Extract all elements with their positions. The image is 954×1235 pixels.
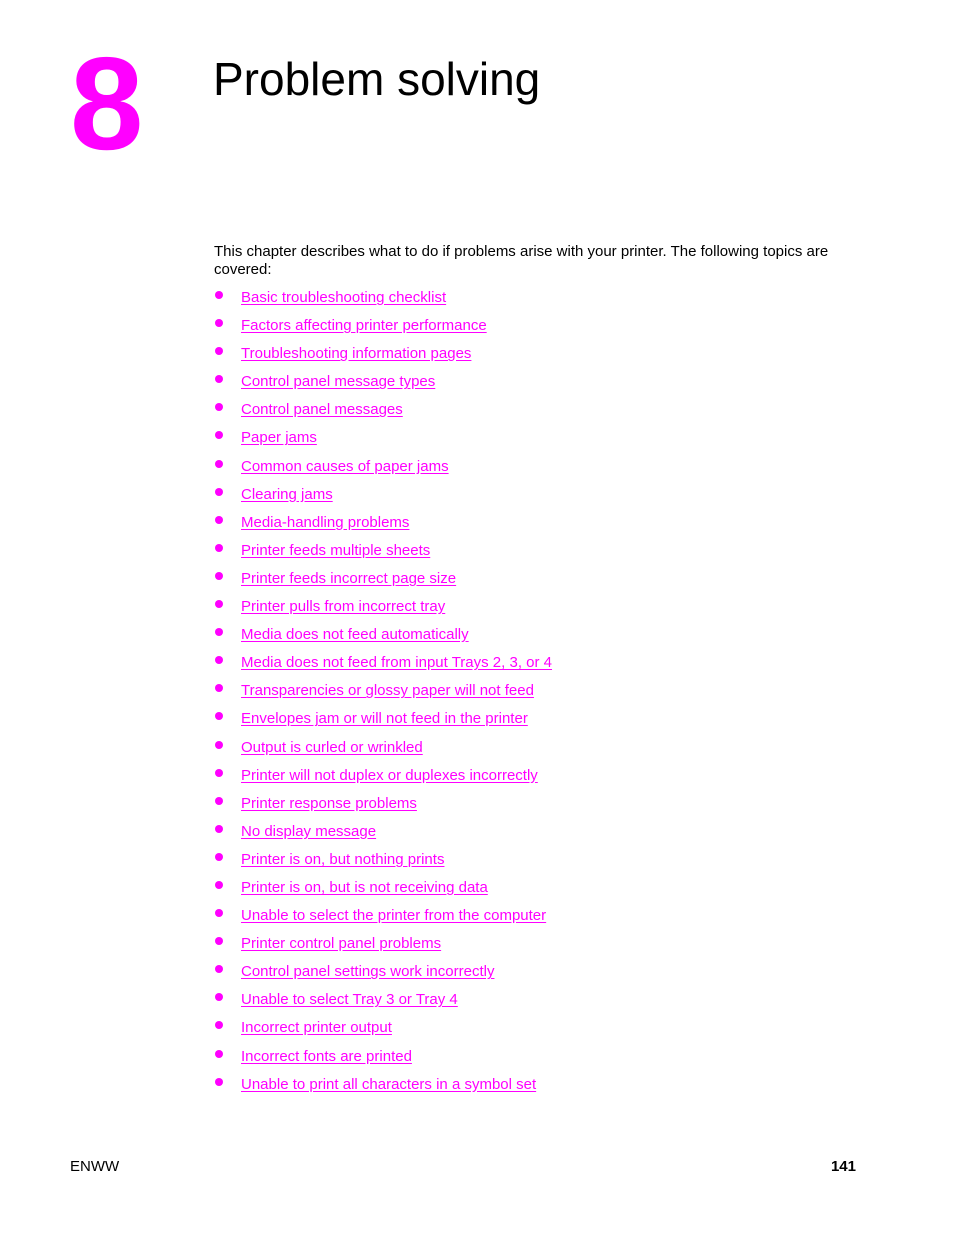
list-item [214,738,552,766]
list-item [214,1075,552,1103]
bullet-icon [215,797,223,805]
list-item [214,625,552,653]
list-item [214,990,552,1018]
topic-link[interactable]: Printer control panel problems [241,935,442,953]
bullet-icon [215,488,223,496]
page-number: 141 [830,1158,856,1175]
topic-link[interactable]: Control panel message types [241,373,436,391]
bullet-icon [215,375,223,383]
bullet-icon [215,403,223,411]
topic-link[interactable]: Troubleshooting information pages [241,345,472,363]
topic-link[interactable]: Printer feeds multiple sheets [241,541,431,559]
bullet-icon [215,347,223,355]
intro-paragraph: This chapter describes what to do if problems arise with your printer. The following topics are covered: [214,243,829,278]
topic-link[interactable]: Printer is on, but nothing prints [241,850,445,868]
topic-link[interactable]: Clearing jams [241,485,333,503]
list-item [214,288,552,316]
bullet-icon [215,1021,223,1029]
list-item [214,428,552,456]
list-item [214,569,552,597]
list-item [214,850,552,878]
list-item [214,316,552,344]
bullet-icon [215,319,223,327]
topic-link[interactable]: Media does not feed automatically [241,626,469,644]
list-item [214,513,552,541]
topic-link[interactable]: Media does not feed from input Trays 2, 3, or 4 [241,654,553,672]
topic-link[interactable]: Control panel settings work incorrectly [241,963,495,981]
list-item [214,709,552,737]
topic-link[interactable]: Factors affecting printer performance [241,317,487,335]
topic-link[interactable]: Unable to print all characters in a symbol set [241,1075,537,1093]
bullet-icon [215,825,223,833]
bullet-icon [215,684,223,692]
topic-link[interactable]: Printer is on, but is not receiving data [241,878,488,896]
bullet-icon [215,993,223,1001]
topic-link[interactable]: Unable to select the printer from the computer [241,907,547,925]
topic-link[interactable]: Envelopes jam or will not feed in the printer [241,710,528,728]
bullet-icon [215,965,223,973]
list-item [214,794,552,822]
list-item [214,1018,552,1046]
chapter-number: 8 [70,30,144,177]
bullet-icon [215,937,223,945]
topic-link[interactable]: Unable to select Tray 3 or Tray 4 [241,991,458,1009]
topic-link[interactable]: Control panel messages [241,401,403,419]
bullet-icon [215,712,223,720]
bullet-icon [215,291,223,299]
topic-link[interactable]: Incorrect fonts are printed [241,1047,412,1065]
bullet-icon [215,741,223,749]
bullet-icon [215,572,223,580]
topic-link[interactable]: Media-handling problems [241,513,410,531]
topic-link[interactable]: Printer response problems [241,794,417,812]
topic-link[interactable]: Basic troubleshooting checklist [241,289,447,306]
list-item [214,485,552,513]
bullet-icon [215,516,223,524]
list-item [214,541,552,569]
list-item [214,766,552,794]
list-item [214,962,552,990]
topic-link[interactable]: Printer will not duplex or duplexes incorrectly [241,766,538,784]
topic-link[interactable]: No display message [241,822,377,840]
bullet-icon [215,656,223,664]
list-item [214,653,552,681]
list-item [214,344,552,372]
bullet-icon [215,460,223,468]
list-item [214,372,552,400]
chapter-title: Problem solving [213,53,541,105]
topic-link[interactable]: Transparencies or glossy paper will not feed [241,682,534,700]
bullet-icon [215,909,223,917]
bullet-icon [215,628,223,636]
bullet-icon [215,1078,223,1086]
topic-link[interactable]: Printer pulls from incorrect tray [241,598,446,616]
bullet-icon [215,600,223,608]
topic-link[interactable]: Output is curled or wrinkled [241,738,423,756]
topic-list [214,288,552,1103]
list-item [214,822,552,850]
list-item [214,878,552,906]
bullet-icon [215,853,223,861]
footer-label: ENWW [70,1158,120,1175]
list-item [214,906,552,934]
list-item [214,400,552,428]
list-item [214,457,552,485]
list-item [214,1047,552,1075]
bullet-icon [215,431,223,439]
bullet-icon [215,544,223,552]
topic-link[interactable]: Printer feeds incorrect page size [241,569,457,587]
topic-link[interactable]: Incorrect printer output [241,1019,392,1037]
bullet-icon [215,881,223,889]
list-item [214,934,552,962]
topic-link[interactable]: Paper jams [241,429,317,447]
bullet-icon [215,769,223,777]
bullet-icon [215,1050,223,1058]
list-item [214,681,552,709]
list-item [214,597,552,625]
topic-link[interactable]: Common causes of paper jams [241,457,449,475]
